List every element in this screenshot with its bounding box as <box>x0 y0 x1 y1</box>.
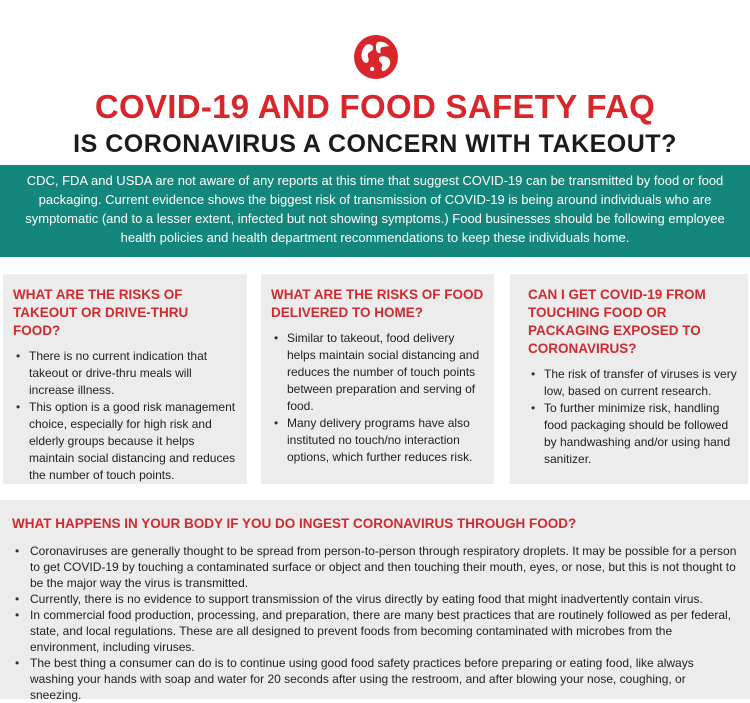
list-item: • To further minimize risk, handling food packaging should be followed by handwashing and/or using hand sanitizer. <box>528 400 738 468</box>
card-takeout <box>3 274 247 484</box>
section-title: WHAT HAPPENS IN YOUR BODY IF YOU DO INGEST CORONAVIRUS THROUGH FOOD? <box>12 516 577 531</box>
card-packaging <box>510 274 748 484</box>
body-section <box>0 500 750 702</box>
card-delivery <box>261 274 494 484</box>
list-item: • Similar to takeout, food delivery helps maintain social distancing and reduces the number of touch points between preparation and serving of food. <box>271 330 484 415</box>
intro-text: CDC, FDA and USDA are not aware of any reports at this time that suggest COVID-19 can be transmitted by food or food packaging. Current evidence shows the biggest risk of transmission of COVID-19 is being around individuals who are symptomatic (and to a lesser extent, infected but not showing symptoms.) Food businesses should be following employee health policies and health department recommendations to keep these individuals home. <box>25 173 725 245</box>
list-item: • Currently, there is no evidence to support transmission of the virus directly by eating food that might inadvertently contain virus. <box>12 591 738 607</box>
list-item: • Many delivery programs have also instituted no touch/no interaction options, which further reduces risk. <box>271 415 484 466</box>
page-title: COVID-19 AND FOOD SAFETY FAQ <box>94 88 656 125</box>
list-item: • The best thing a consumer can do is to continue using good food safety practices before preparing or eating food, like always washing your hands with soap and water for 20 seconds after using the restroom, and after blowing your nose, coughing, or sneezing. <box>12 655 738 703</box>
list-item: • In commercial food production, processing, and preparation, there are many best practices that are routinely followed as per federal, state, and local regulations. These are all designed to prevent foods from becoming contaminated with microbes from the environment, including viruses. <box>12 607 738 655</box>
list-item: • There is no current indication that takeout or drive-thru meals will increase illness. <box>13 348 237 399</box>
card-title: WHAT ARE THE RISKS OF FOOD DELIVERED TO HOME? <box>271 287 484 320</box>
page-subtitle: IS CORONAVIRUS A CONCERN WITH TAKEOUT? <box>73 130 677 158</box>
card-title: WHAT ARE THE RISKS OF TAKEOUT OR DRIVE-THRU FOOD? <box>13 287 189 338</box>
card-title: CAN I GET COVID-19 FROM TOUCHING FOOD OR PACKAGING EXPOSED TO CORONAVIRUS? <box>528 287 706 356</box>
intro-banner <box>0 165 750 257</box>
list-item: • This option is a good risk management choice, especially for high risk and elderly groups because it helps maintain social distancing and reduces the number of touch points. <box>13 399 237 484</box>
globe-icon <box>352 33 400 81</box>
list-item: • Coronaviruses are generally thought to be spread from person-to-person through respiratory droplets. It may be possible for a person to get COVID-19 by touching a contaminated surface or object and then touching their mouth, eyes, or nose, but this is not thought to be the major way the virus is transmitted. <box>12 543 738 591</box>
list-item: • The risk of transfer of viruses is very low, based on current research. <box>528 366 738 400</box>
